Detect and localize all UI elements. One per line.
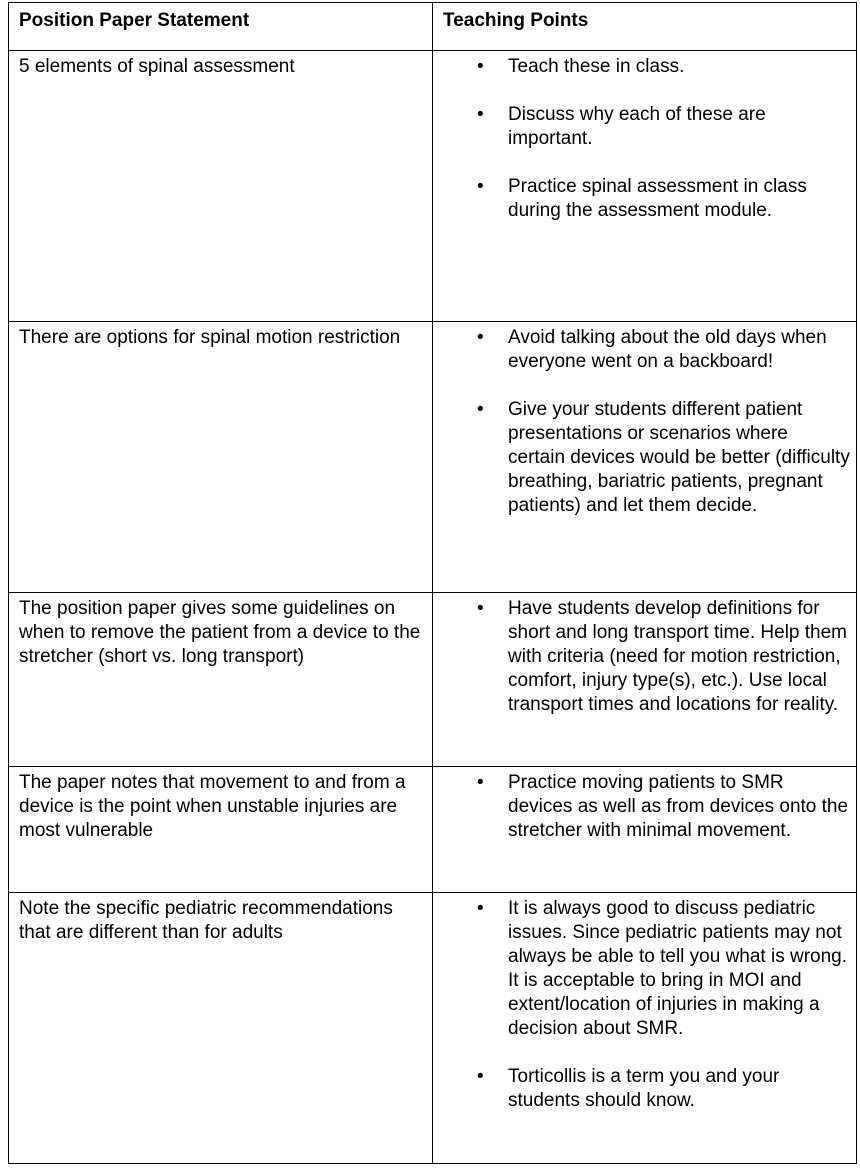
list-item: • Have students develop definitions for short and long transport time. Help them with criteria (need for motion restriction, comfort, injury type(s), etc.). Use local transport times and locations for reality. [433, 597, 856, 717]
teaching-points-list [433, 326, 856, 518]
list-item: • It is always good to discuss pediatric issues. Since pediatric patients may not always be able to tell you what is wrong. It is acceptable to bring in MOI and extent/location of injuries in making a decision about SMR. [433, 897, 856, 1041]
statement-cell: There are options for spinal motion restriction [9, 322, 433, 593]
header-teaching-points: Teaching Points [433, 3, 857, 51]
statement-cell: The paper notes that movement to and from a device is the point when unstable injuries are most vulnerable [9, 767, 433, 893]
list-item: • Give your students different patient presentations or scenarios where certain devices would be better (difficulty breathing, bariatric patients, pregnant patients) and let them decide. [433, 398, 856, 518]
list-item: • Practice moving patients to SMR devices as well as from devices onto the stretcher with minimal movement. [433, 771, 856, 843]
list-item: • Practice spinal assessment in class during the assessment module. [433, 175, 856, 223]
teaching-points-cell [433, 893, 857, 1164]
statement-cell: 5 elements of spinal assessment [9, 51, 433, 322]
teaching-points-cell [433, 51, 857, 322]
teaching-points-table [8, 2, 857, 1164]
teaching-points-list [433, 771, 856, 843]
statement-cell: Note the specific pediatric recommendations that are different than for adults [9, 893, 433, 1164]
list-item: • Torticollis is a term you and your students should know. [433, 1065, 856, 1113]
table-row [9, 893, 857, 1164]
list-item: • Avoid talking about the old days when everyone went on a backboard! [433, 326, 856, 374]
table-row [9, 767, 857, 893]
statement-cell: The position paper gives some guidelines on when to remove the patient from a device to the stretcher (short vs. long transport) [9, 593, 433, 767]
teaching-points-cell [433, 593, 857, 767]
table-row [9, 322, 857, 593]
header-row [9, 3, 857, 51]
teaching-points-cell [433, 322, 857, 593]
teaching-points-list [433, 897, 856, 1113]
list-item: • Discuss why each of these are important. [433, 103, 856, 151]
teaching-points-cell [433, 767, 857, 893]
list-item: • Teach these in class. [433, 55, 856, 79]
teaching-points-list [433, 597, 856, 717]
table-row [9, 51, 857, 322]
teaching-points-list [433, 55, 856, 223]
header-statement: Position Paper Statement [9, 3, 433, 51]
table-row [9, 593, 857, 767]
